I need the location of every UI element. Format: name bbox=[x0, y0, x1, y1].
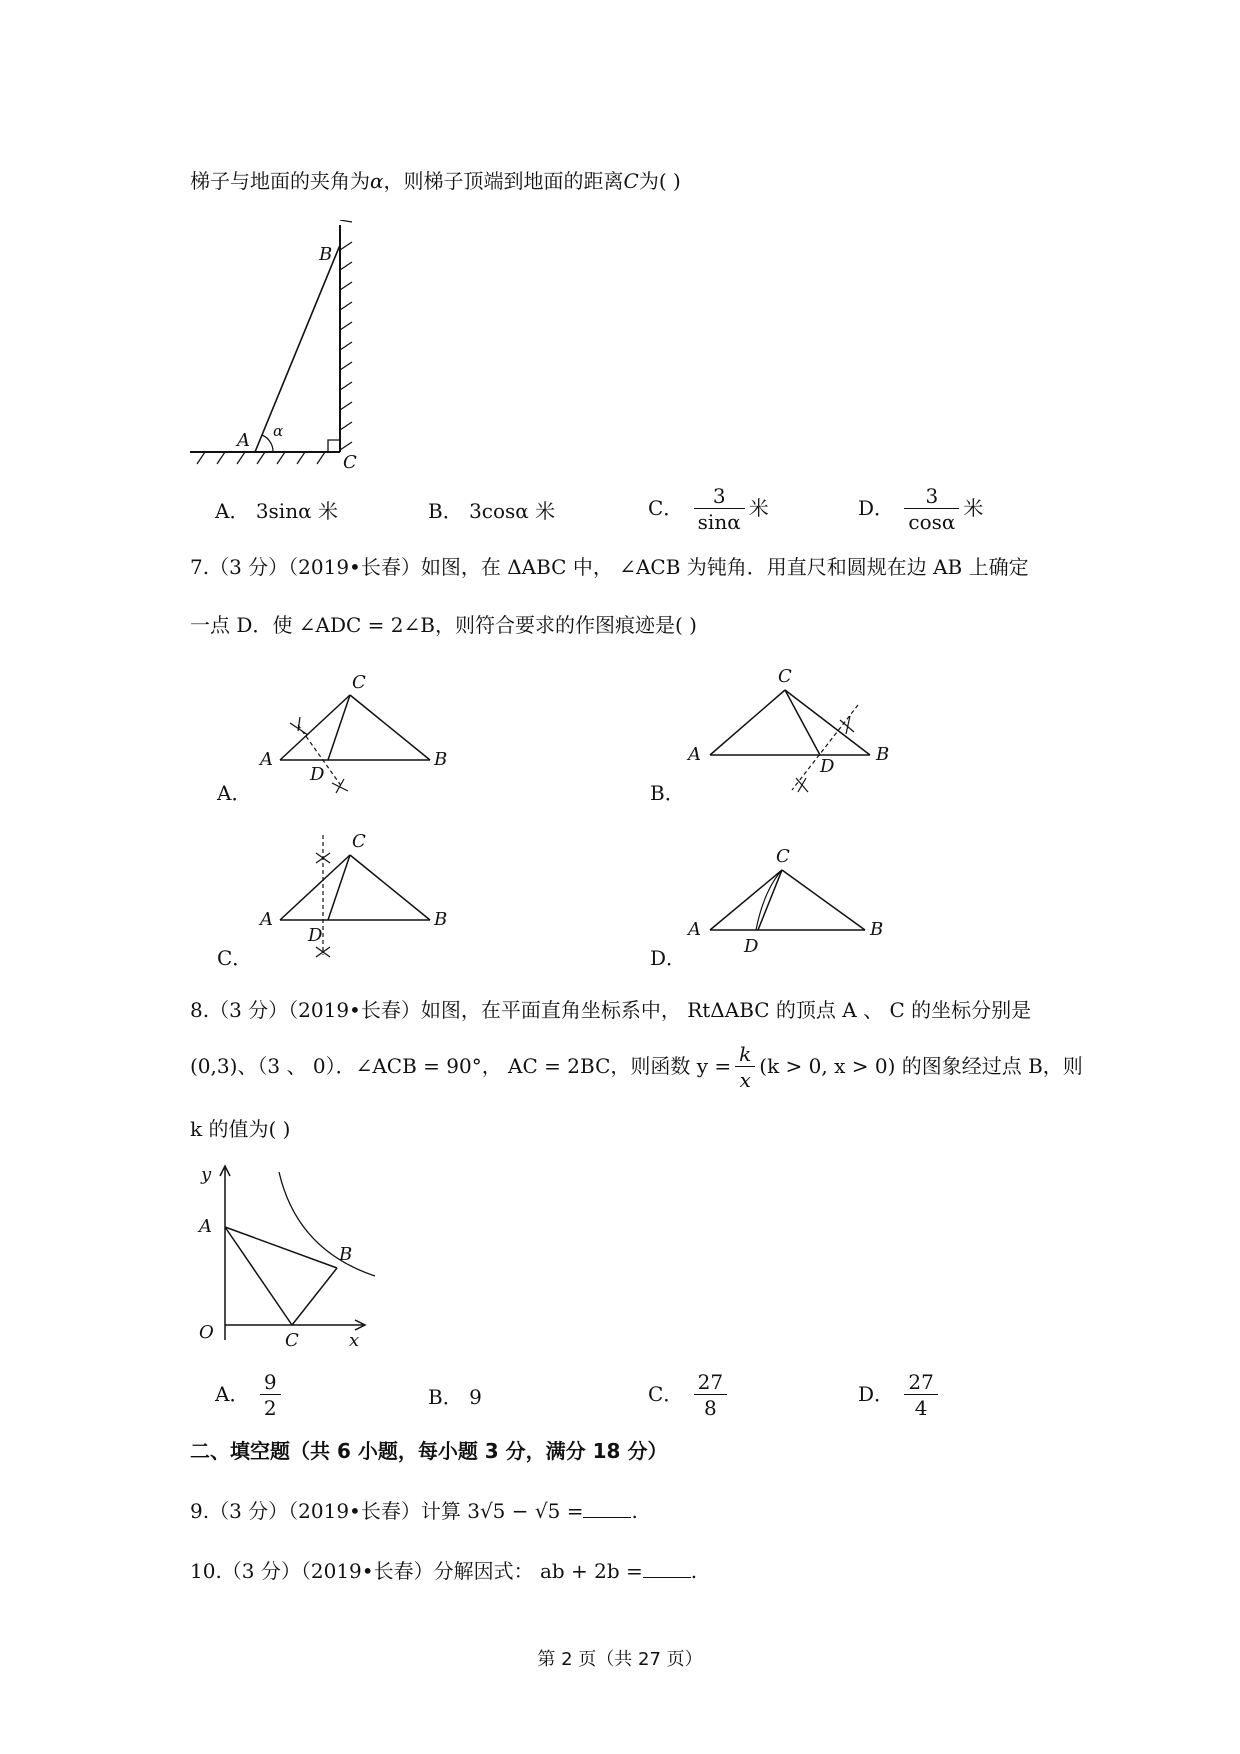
svg-text:A: A bbox=[688, 919, 701, 940]
q7-stem-line1: 7.（3 分）（2019•长春）如图，在 ΔABC 中， ∠ACB 为钝角．用直尺和圆规在边 AB 上确定 bbox=[190, 555, 1029, 579]
q6-option-d[interactable]: D． $\frac{3}{\cos\alpha}$ 米 bbox=[858, 484, 984, 534]
q8-option-d[interactable]: D． $\frac{27}{4}$ bbox=[858, 1370, 942, 1421]
q8-coordinate-figure bbox=[185, 1160, 385, 1350]
q6-option-c-fraction: $\frac{3}{\sin\alpha}$ bbox=[694, 484, 745, 535]
q8-k-over-x: $\frac{k}{x}$ bbox=[735, 1042, 755, 1093]
q6-stem-b: ，则梯子顶端到地面的距离 bbox=[383, 169, 624, 193]
svg-text:O: O bbox=[199, 1322, 214, 1343]
svg-text:x: x bbox=[349, 1330, 360, 1350]
svg-text:B: B bbox=[339, 1244, 353, 1265]
q7-option-c[interactable]: C． bbox=[217, 946, 253, 970]
q8-stem-line1: 8.（3 分）（2019•长春）如图，在平面直角坐标系中， RtΔABC 的顶点 A 、 C 的坐标分别是 bbox=[190, 998, 1032, 1022]
q7-figure-b bbox=[680, 660, 900, 800]
svg-text:B: B bbox=[434, 909, 448, 930]
svg-text:y: y bbox=[201, 1164, 212, 1185]
q7-option-b[interactable]: B． bbox=[650, 781, 685, 805]
q6-option-c[interactable]: C． $\frac{3}{\sin\alpha}$ 米 bbox=[648, 484, 769, 534]
svg-text:C: C bbox=[776, 846, 790, 867]
q7-option-d[interactable]: D． bbox=[650, 946, 687, 970]
svg-text:B: B bbox=[434, 749, 448, 770]
q6-stem bbox=[190, 168, 681, 194]
q8-option-c[interactable]: C． $\frac{27}{8}$ bbox=[648, 1370, 731, 1421]
q10-answer-blank[interactable] bbox=[643, 1559, 691, 1578]
svg-text:D: D bbox=[310, 764, 325, 785]
q6-ladder-figure bbox=[185, 220, 385, 470]
q8-stem-line2: (0,3)、（3 、 0）．∠ACB = 90°， AC = 2BC，则函数 y = $\frac{k}{x}$ (k > 0, x > 0) 的图象经过点 B，则 bbox=[190, 1042, 1083, 1092]
svg-text:C: C bbox=[352, 831, 366, 852]
q8-option-a[interactable]: A． $\frac{9}{2}$ bbox=[215, 1370, 285, 1421]
page-footer: 第 2 页（共 27 页） bbox=[537, 1649, 703, 1670]
q9-answer-blank[interactable] bbox=[583, 1499, 631, 1518]
q7-figure-a bbox=[250, 665, 470, 800]
q6-c: C bbox=[623, 169, 639, 193]
svg-text:C: C bbox=[778, 666, 792, 687]
svg-text:A: A bbox=[199, 1216, 212, 1237]
q6-option-d-fraction: $\frac{3}{\cos\alpha}$ bbox=[904, 484, 959, 535]
q6-alpha: α bbox=[370, 169, 384, 193]
q6-label-alpha: α bbox=[273, 422, 284, 440]
q8-stem-line3: k 的值为( ) bbox=[190, 1117, 291, 1141]
q7-stem-line2: 一点 D．使 ∠ADC = 2∠B，则符合要求的作图痕迹是( ) bbox=[190, 613, 697, 637]
q6-label-b: B bbox=[319, 244, 333, 265]
svg-text:A: A bbox=[688, 744, 701, 765]
q10-stem: 10.（3 分）（2019•长春）分解因式： ab + 2b = . bbox=[190, 1559, 698, 1583]
svg-text:B: B bbox=[876, 744, 890, 765]
q8-option-b[interactable]: B． 9 bbox=[428, 1385, 482, 1409]
q6-stem-c: 为( ) bbox=[638, 169, 681, 193]
svg-text:B: B bbox=[870, 919, 884, 940]
q7-figure-c bbox=[250, 825, 470, 965]
q6-option-b[interactable]: B． 3cosα 米 bbox=[428, 499, 556, 523]
q6-option-a[interactable]: A． 3sinα 米 bbox=[215, 499, 338, 523]
svg-text:D: D bbox=[744, 936, 759, 957]
section-2-title: 二、填空题（共 6 小题，每小题 3 分，满分 18 分） bbox=[190, 1439, 668, 1463]
svg-text:C: C bbox=[352, 672, 366, 693]
q7-figure-d bbox=[680, 840, 900, 965]
q6-stem-a: 梯子与地面的夹角为 bbox=[190, 169, 370, 193]
svg-text:D: D bbox=[820, 756, 835, 777]
q6-label-c: C bbox=[343, 452, 357, 470]
svg-text:A: A bbox=[260, 749, 273, 770]
svg-text:C: C bbox=[285, 1330, 299, 1350]
q6-label-a: A bbox=[237, 430, 250, 451]
q9-stem: 9.（3 分）（2019•长春）计算 3√5 − √5 = . bbox=[190, 1499, 638, 1523]
svg-text:D: D bbox=[308, 925, 323, 946]
q7-option-a[interactable]: A． bbox=[217, 781, 252, 805]
svg-text:A: A bbox=[260, 909, 273, 930]
